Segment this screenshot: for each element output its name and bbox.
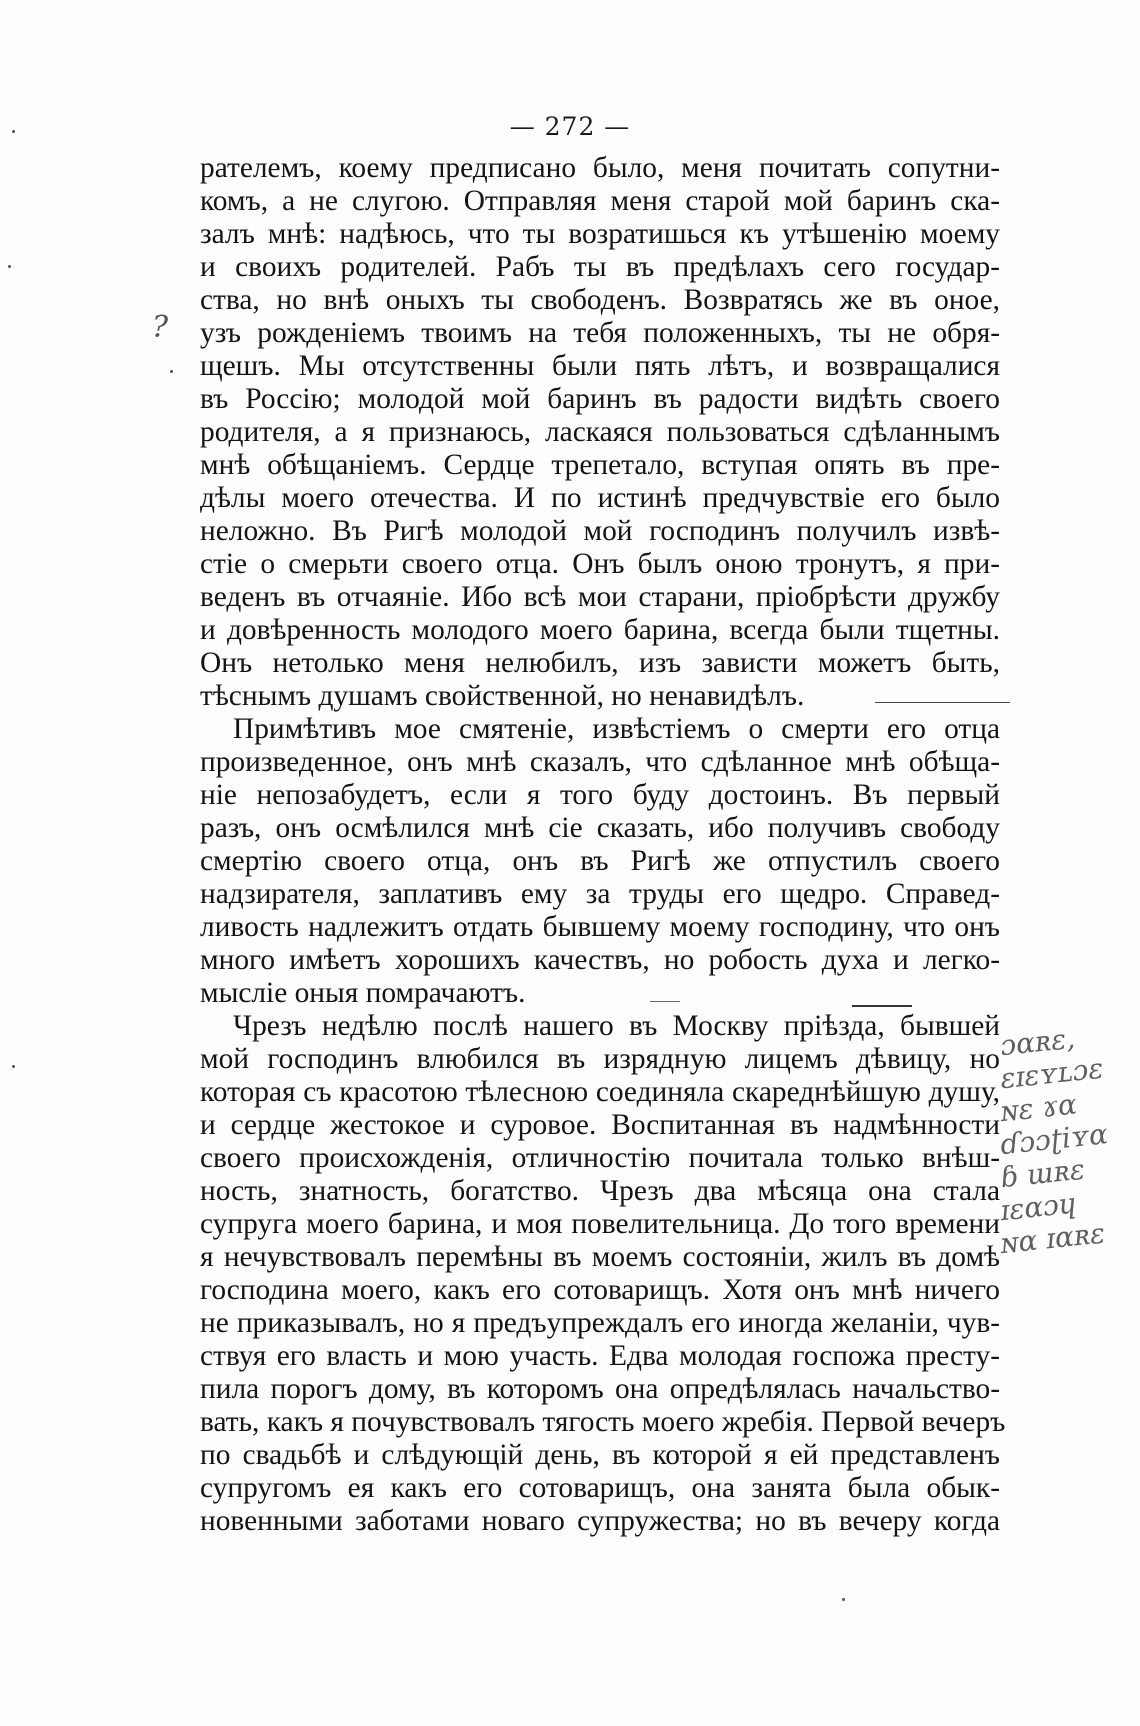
text-line: рателемъ, коему предписано было, меня почитать сопутни-: [200, 152, 1000, 184]
text-line: я нечувствовалъ перемѣны въ моемъ состояніи, жилъ въ домѣ: [200, 1241, 1000, 1273]
text-line: мнѣ обѣщаніемъ. Сердце трепетало, вступая опять въ пре-: [200, 449, 1000, 481]
text-line: супругомъ ея какъ его сотоварищъ, она занята была обык-: [200, 1472, 1000, 1504]
text-line: дѣлы моего отечества. И по истинѣ предчувствіе его было: [200, 482, 1000, 514]
text-line: родителя, а я признаюсь, ласкаяся пользоваться сдѣланнымъ: [200, 416, 1000, 448]
text-line: надзирателя, заплативъ ему за труды его щедро. Справед-: [200, 878, 1000, 910]
page-number: — 272 —: [509, 112, 631, 141]
text-line: по свадьбѣ и слѣдующій день, въ которой я ей представленъ: [200, 1439, 1000, 1471]
body-text: [200, 152, 1006, 1538]
pencil-dash-mark: [650, 1001, 680, 1002]
text-line: щешъ. Мы отсутственны были пять лѣтъ, и возвращалися: [200, 350, 1000, 382]
text-line: ства, но внѣ оныхъ ты свободенъ. Возвратясь же въ оное,: [200, 284, 1000, 316]
text-line: ніе непозабудетъ, если я того буду достоинъ. Въ первый: [200, 779, 1000, 811]
text-line: стіе о смерьти своего отца. Онъ былъ оною тронутъ, я при-: [200, 548, 1000, 580]
text-line: мой господинъ влюбился въ изрядную лицемъ дѣвицу, но: [200, 1043, 1000, 1075]
text-line: мысліе оныя помрачаютъ.: [200, 977, 526, 1009]
handwritten-marginalia: ɔɑʀɛ, ɛɪɛʏʟɔɛ ɴɛ ɤɑ ɗɔɔʈiʏɑ ɓ ɯʀɛ ɪɛɑɔɥ ɴɑ ɪɑʀɛ: [998, 1021, 1110, 1261]
paper-speck: [12, 130, 15, 133]
text-line: и своихъ родителей. Рабъ ты въ предѣлахъ сего государ-: [200, 251, 1000, 283]
text-line: своего происхожденія, отличностію почитала только внѣш-: [200, 1142, 1000, 1174]
text-line: много имѣетъ хорошихъ качествъ, но робость духа и легко-: [200, 944, 1000, 976]
text-line: произведенное, онъ мнѣ сказалъ, что сдѣланное мнѣ обѣща-: [200, 746, 1000, 778]
text-line: веденъ въ отчаяніе. Ибо всѣ мои старани, пріобрѣсти дружбу: [200, 581, 1000, 613]
text-line: ность, знатность, богатство. Чрезъ два мѣсяца она стала: [200, 1175, 1000, 1207]
text-line: въ Россію; молодой мой баринъ въ радости видѣть своего: [200, 383, 1000, 415]
text-line: и сердце жестокое и суровое. Воспитанная въ надмѣнности: [200, 1109, 1000, 1141]
paragraph-start-line: Чрезъ недѣлю послѣ нашего въ Москву пріѣзда, бывшей: [233, 1010, 1000, 1042]
text-line: комъ, а не слугою. Отправляя меня старой мой баринъ ска-: [200, 185, 1000, 217]
text-line: новенными заботами новаго супружества; но въ вечеру когда: [200, 1505, 1000, 1537]
text-line: залъ мнѣ: надѣюсь, что ты возратишься къ утѣшенію моему: [200, 218, 1000, 250]
text-line: и довѣренность молодого моего барина, всегда были тщетны.: [200, 614, 1000, 646]
text-line: не приказывалъ, но я предъупреждалъ его иногда желаніи, чув-: [200, 1307, 1000, 1339]
paper-speck: [170, 370, 173, 373]
pencil-dash-mark: [875, 702, 1010, 703]
text-line: вать, какъ я почувствовалъ тягость моего жребія. Первой вечеръ: [200, 1406, 1006, 1438]
text-line: узъ рожденіемъ твоимъ на тебя положенныхъ, ты не обря-: [200, 317, 1000, 349]
pencil-underline-mark: [852, 1005, 912, 1007]
text-line: тѣснымъ душамъ свойственной, но ненавидѣлъ.: [200, 680, 805, 712]
text-line: господина моего, какъ его сотоварищъ. Хотя онъ мнѣ ничего: [200, 1274, 1000, 1306]
text-line: смертію своего отца, онъ въ Ригѣ же отпустилъ своего: [200, 845, 1000, 877]
text-line: супруга моего барина, и моя повелительница. До того времени: [200, 1208, 1000, 1240]
text-line: неложно. Въ Ригѣ молодой мой господинъ получилъ извѣ-: [200, 515, 1000, 547]
text-line: Онъ нетолько меня нелюбилъ, изъ зависти можетъ быть,: [200, 647, 1000, 679]
handwritten-margin-mark-left: ?: [152, 310, 169, 345]
text-line: пила порогъ дому, въ которомъ она опредѣлялась начальство-: [200, 1373, 1000, 1405]
text-line: ливость надлежитъ отдать бывшему моему господину, что онъ: [200, 911, 1000, 943]
paper-speck: [8, 265, 11, 268]
paragraph-start-line: Примѣтивъ мое смятеніе, извѣстіемъ о смерти его отца: [233, 713, 1000, 745]
paper-speck: [842, 1598, 845, 1601]
text-line: разъ, онъ осмѣлился мнѣ сіе сказать, ибо получивъ свободу: [200, 812, 1000, 844]
text-line: ствуя его власть и мою участь. Едва молодая госпожа престу-: [200, 1340, 1000, 1372]
text-line: которая съ красотою тѣлесною соединяла скареднѣйшую душу,: [200, 1076, 1000, 1108]
paper-speck: [12, 1065, 15, 1068]
